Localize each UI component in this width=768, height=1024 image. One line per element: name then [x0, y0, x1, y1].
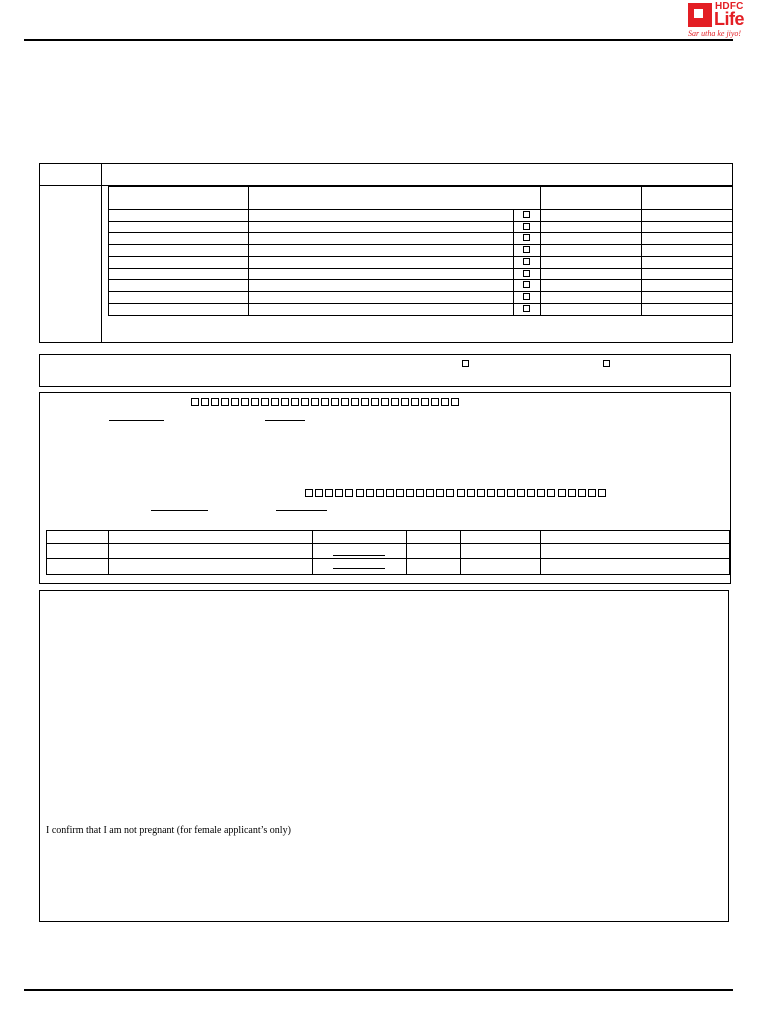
- details-col-line: [540, 530, 541, 575]
- row-checkbox[interactable]: [523, 258, 530, 265]
- row-checkbox[interactable]: [523, 281, 530, 288]
- details-row-line: [46, 558, 730, 559]
- row-checkbox[interactable]: [523, 293, 530, 300]
- section-label-divider: [101, 163, 102, 343]
- char-input-box[interactable]: [251, 398, 259, 406]
- inner-table-border: [108, 186, 733, 316]
- header-rule: [24, 39, 733, 41]
- char-input-box[interactable]: [261, 398, 269, 406]
- char-input-box[interactable]: [547, 489, 555, 497]
- char-input-box[interactable]: [426, 489, 434, 497]
- inner-col-4: [641, 186, 642, 316]
- char-input-box[interactable]: [335, 489, 343, 497]
- char-input-box[interactable]: [371, 398, 379, 406]
- inner-row-line: [108, 256, 733, 257]
- char-box-row-2[interactable]: [305, 489, 610, 497]
- char-input-box[interactable]: [527, 489, 535, 497]
- underline-field[interactable]: [151, 510, 208, 511]
- char-input-box[interactable]: [487, 489, 495, 497]
- details-col-line: [312, 530, 313, 575]
- footer-rule: [24, 989, 733, 991]
- yes-checkbox[interactable]: [462, 360, 469, 367]
- logo-square-icon: [688, 3, 712, 27]
- underline-field[interactable]: [333, 568, 385, 569]
- char-input-box[interactable]: [345, 489, 353, 497]
- char-input-box[interactable]: [411, 398, 419, 406]
- char-input-box[interactable]: [396, 489, 404, 497]
- char-input-box[interactable]: [431, 398, 439, 406]
- inner-col-2: [513, 209, 514, 316]
- char-input-box[interactable]: [446, 489, 454, 497]
- char-input-box[interactable]: [356, 489, 364, 497]
- char-input-box[interactable]: [477, 489, 485, 497]
- underline-field[interactable]: [265, 420, 305, 421]
- declaration-box: [39, 590, 729, 922]
- row-checkbox[interactable]: [523, 211, 530, 218]
- char-input-box[interactable]: [401, 398, 409, 406]
- char-input-box[interactable]: [241, 398, 249, 406]
- char-input-box[interactable]: [517, 489, 525, 497]
- char-input-box[interactable]: [467, 489, 475, 497]
- char-input-box[interactable]: [436, 489, 444, 497]
- char-input-box[interactable]: [281, 398, 289, 406]
- char-input-box[interactable]: [221, 398, 229, 406]
- char-input-box[interactable]: [191, 398, 199, 406]
- inner-row-line: [108, 221, 733, 222]
- char-input-box[interactable]: [315, 489, 323, 497]
- char-input-box[interactable]: [331, 398, 339, 406]
- char-input-box[interactable]: [305, 489, 313, 497]
- inner-row-line: [108, 209, 733, 210]
- char-input-box[interactable]: [421, 398, 429, 406]
- char-input-box[interactable]: [311, 398, 319, 406]
- yes-no-question-box: [39, 354, 731, 387]
- char-input-box[interactable]: [271, 398, 279, 406]
- char-input-box[interactable]: [366, 489, 374, 497]
- char-box-row-1[interactable]: [191, 398, 461, 406]
- row-checkbox[interactable]: [523, 270, 530, 277]
- details-row-line: [46, 543, 730, 544]
- char-input-box[interactable]: [381, 398, 389, 406]
- row-checkbox[interactable]: [523, 305, 530, 312]
- char-input-box[interactable]: [588, 489, 596, 497]
- char-input-box[interactable]: [451, 398, 459, 406]
- details-col-line: [406, 530, 407, 575]
- details-col-line: [460, 530, 461, 575]
- inner-row-line: [108, 232, 733, 233]
- details-col-line: [108, 530, 109, 575]
- underline-field[interactable]: [276, 510, 327, 511]
- no-checkbox[interactable]: [603, 360, 610, 367]
- inner-row-line: [108, 291, 733, 292]
- char-input-box[interactable]: [558, 489, 566, 497]
- pregnancy-declaration-text: I confirm that I am not pregnant (for female applicant’s only): [46, 825, 291, 836]
- char-input-box[interactable]: [537, 489, 545, 497]
- char-input-box[interactable]: [441, 398, 449, 406]
- char-input-box[interactable]: [291, 398, 299, 406]
- row-checkbox[interactable]: [523, 234, 530, 241]
- char-input-box[interactable]: [386, 489, 394, 497]
- char-input-box[interactable]: [507, 489, 515, 497]
- char-input-box[interactable]: [578, 489, 586, 497]
- char-input-box[interactable]: [376, 489, 384, 497]
- char-input-box[interactable]: [598, 489, 606, 497]
- row-checkbox[interactable]: [523, 223, 530, 230]
- inner-col-1: [248, 186, 249, 316]
- char-input-box[interactable]: [325, 489, 333, 497]
- char-input-box[interactable]: [211, 398, 219, 406]
- details-table-border: [46, 530, 730, 575]
- char-input-box[interactable]: [321, 398, 329, 406]
- inner-row-line: [108, 268, 733, 269]
- char-input-box[interactable]: [416, 489, 424, 497]
- char-input-box[interactable]: [301, 398, 309, 406]
- char-input-box[interactable]: [201, 398, 209, 406]
- inner-row-line: [108, 303, 733, 304]
- underline-field[interactable]: [333, 555, 385, 556]
- char-input-box[interactable]: [497, 489, 505, 497]
- char-input-box[interactable]: [231, 398, 239, 406]
- logo-tagline: Sar utha ke jiyo!: [688, 29, 742, 38]
- char-input-box[interactable]: [351, 398, 359, 406]
- inner-col-3: [540, 186, 541, 316]
- logo-main-text: Life: [714, 9, 745, 29]
- logo-top-text: HDFC: [715, 1, 744, 12]
- inner-row-line: [108, 244, 733, 245]
- char-input-box[interactable]: [341, 398, 349, 406]
- char-input-box[interactable]: [568, 489, 576, 497]
- char-input-box[interactable]: [361, 398, 369, 406]
- char-input-box[interactable]: [406, 489, 414, 497]
- char-input-box[interactable]: [391, 398, 399, 406]
- char-input-box[interactable]: [457, 489, 465, 497]
- inner-row-line: [108, 279, 733, 280]
- underline-field[interactable]: [109, 420, 164, 421]
- row-checkbox[interactable]: [523, 246, 530, 253]
